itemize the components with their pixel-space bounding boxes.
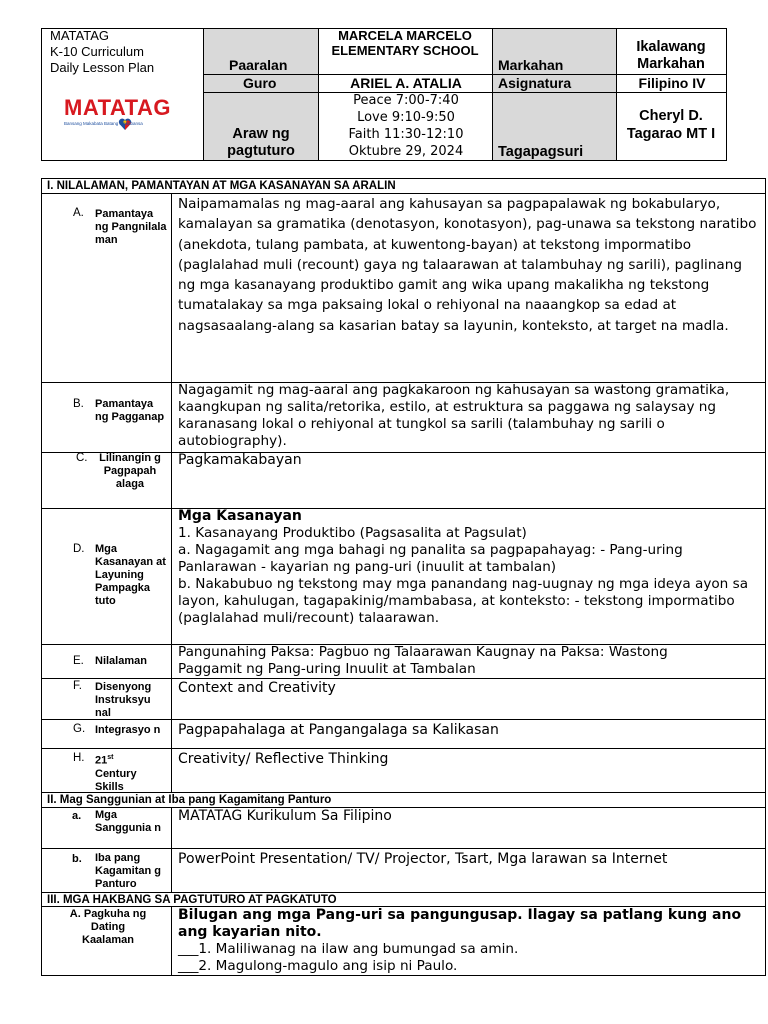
list-item: ___1. Maliliwanag na ilaw ang bumungad sa amin.: [178, 941, 519, 957]
markahan-label: Markahan: [498, 57, 564, 73]
tagapagsuri-label: Tagapagsuri: [498, 144, 584, 160]
row-label: Disenyong Instruksyu nal: [95, 681, 152, 719]
araw-label: Araw ng pagtuturo: [227, 126, 295, 159]
header-title-line-2: K-10 Curriculum: [50, 44, 144, 59]
row-instruction: Bilugan ang mga Pang-uri sa pangungusap. Ilagay sa patlang kung ano ang kayarian nito.: [178, 907, 742, 940]
content-line: 1. Kasanayang Produktibo (Pagsasalita at Pagsulat): [178, 525, 527, 541]
row-label: Pamantaya ng Pagganap: [95, 398, 165, 423]
row-letter: a.: [72, 810, 82, 822]
row-label: Mga Kasanayan at Layuning Pampagka tuto: [95, 543, 166, 607]
row-letter: H.: [73, 752, 85, 764]
schedule-line-4: Oktubre 29, 2024: [348, 144, 464, 159]
row-label-suffix: st: [107, 754, 114, 761]
matatag-logo: [64, 97, 184, 131]
row-label: Mga Sanggunia n: [95, 809, 161, 834]
row-label-number: 21: [95, 754, 108, 767]
guro-label: Guro: [243, 75, 277, 91]
school-name: MARCELA MARCELO ELEMENTARY SCHOOL: [331, 28, 479, 58]
asignatura-label: Asignatura: [498, 75, 572, 91]
schedule-line-1: Peace 7:00-7:40: [353, 93, 459, 108]
content-line: b. Nakabubuo ng tekstong may mga panandang nag-uugnay ng mga ideya ayon sa layon, kahulugan, tagapakinig/mambabasa, at konteksto: - tekstong impormatibo (paglalahad muli/recount) talaarawan.: [178, 576, 749, 626]
row-letter: D.: [73, 543, 85, 555]
row-content: Naipamamalas ng mag-aaral ang kahusayan sa pagpapalawak ng bokabularyo, kamalayan sa gramatika (denotasyon, konotasyon), pag-unawa sa tekstong naratibo (anekdota, tulang pambata, at kuwentong-bayan) at tekstong impormatibo (paglalahad muli (recount) gaya ng talaarawan at talambuhay ng sarili), paglinang ng mga kasanayang produktibo gamit ang wika upang makalikha ng tekstong tumatalakay sa mga paksaing lokal o rehiyonal na naaangkop sa edad at nagsasaalang-alang sa kasarian batay sa layunin, konteksto, at target na madla.: [178, 196, 757, 334]
row-content: MATATAG Kurikulum Sa Filipino: [178, 808, 392, 824]
asignatura-value: Filipino IV: [638, 75, 706, 91]
paaralan-label: Paaralan: [229, 57, 288, 73]
row-content: Pagpapahalaga at Pangangalaga sa Kalikasan: [178, 722, 499, 738]
section-1-title: I. NILALAMAN, PAMANTAYAN AT MGA KASANAYAN SA ARALIN: [47, 180, 396, 192]
row-content: Pagkamakabayan: [178, 452, 302, 468]
row-letter: b.: [72, 853, 82, 865]
row-content: [178, 508, 763, 627]
row-letter: A.: [73, 207, 84, 219]
section-3-title: III. MGA HAKBANG SA PAGTUTURO AT PAGKATUTO: [47, 894, 337, 906]
header-gray-markahan: [492, 29, 616, 160]
row-letter: F.: [73, 680, 82, 692]
list-item: ___2. Magulong-magulo ang isip ni Paulo.: [178, 958, 458, 974]
content-heading: Mga Kasanayan: [178, 508, 302, 524]
schedule-line-2: Love 9:10-9:50: [357, 110, 455, 125]
header-title-line-1: MATATAG: [50, 28, 109, 43]
markahan-value: Ikalawang Markahan: [636, 39, 706, 72]
row-letter: E.: [73, 655, 84, 667]
row-label: Pamantaya ng Pangnilala man: [95, 208, 167, 246]
schedule-line-3: Faith 11:30-12:10: [348, 127, 464, 142]
row-content: Creativity/ Reflective Thinking: [178, 751, 389, 767]
row-letter: C.: [76, 452, 88, 464]
row-content: Pangunahing Paksa: Pagbuo ng Talaarawan Kaugnay na Paksa: Wastong Paggamit ng Pang-uring Inuulit at Tambalan: [178, 644, 668, 677]
guro-value: ARIEL A. ATALIA: [350, 75, 462, 91]
section-2-title: II. Mag Sanggunian at Iba pang Kagamitang Panturo: [47, 794, 332, 806]
matatag-logo-word: MATATAG: [64, 95, 171, 120]
row-label: [95, 751, 167, 794]
row-content: Nagagamit ng mag-aaral ang pagkakaroon ng kahusayan sa wastong gramatika, kaangkupan ng salita/retorika, estilo, at estruktura sa paggawa ng salaysay ng karanasang lokal o rehiyonal at tungkol sa sarili (talambuhay ng sarili o autobiography).: [178, 382, 730, 449]
row-content: PowerPoint Presentation/ TV/ Projector, Tsart, Mga larawan sa Internet: [178, 851, 668, 867]
tagapagsuri-value: Cheryl D. Tagarao MT I: [626, 108, 716, 142]
row-letter: G.: [73, 723, 86, 735]
row-label: Integrasyo n: [95, 724, 161, 736]
content-line: a. Nagagamit ang mga bahagi ng panalita sa pagpapahayag: - Pang-uring Panlarawan - kayarian ng pang-uri (inuulit at tambalan): [178, 542, 683, 575]
row-content: Context and Creativity: [178, 680, 336, 696]
matatag-logo-tagline: Bansang Makabata Batang Makabansa: [64, 121, 143, 126]
row-label: Iba pang Kagamitan g Panturo: [95, 852, 162, 890]
row-letter: B.: [73, 398, 84, 410]
row-label-text: Century Skills: [95, 767, 137, 793]
row-label: Lilinangin g Pagpapah alaga: [99, 452, 161, 490]
header-title-line-3: Daily Lesson Plan: [50, 60, 155, 75]
row-label: A. Pagkuha ng Dating Kaalaman: [69, 908, 147, 946]
row-label: Nilalaman: [95, 655, 147, 667]
